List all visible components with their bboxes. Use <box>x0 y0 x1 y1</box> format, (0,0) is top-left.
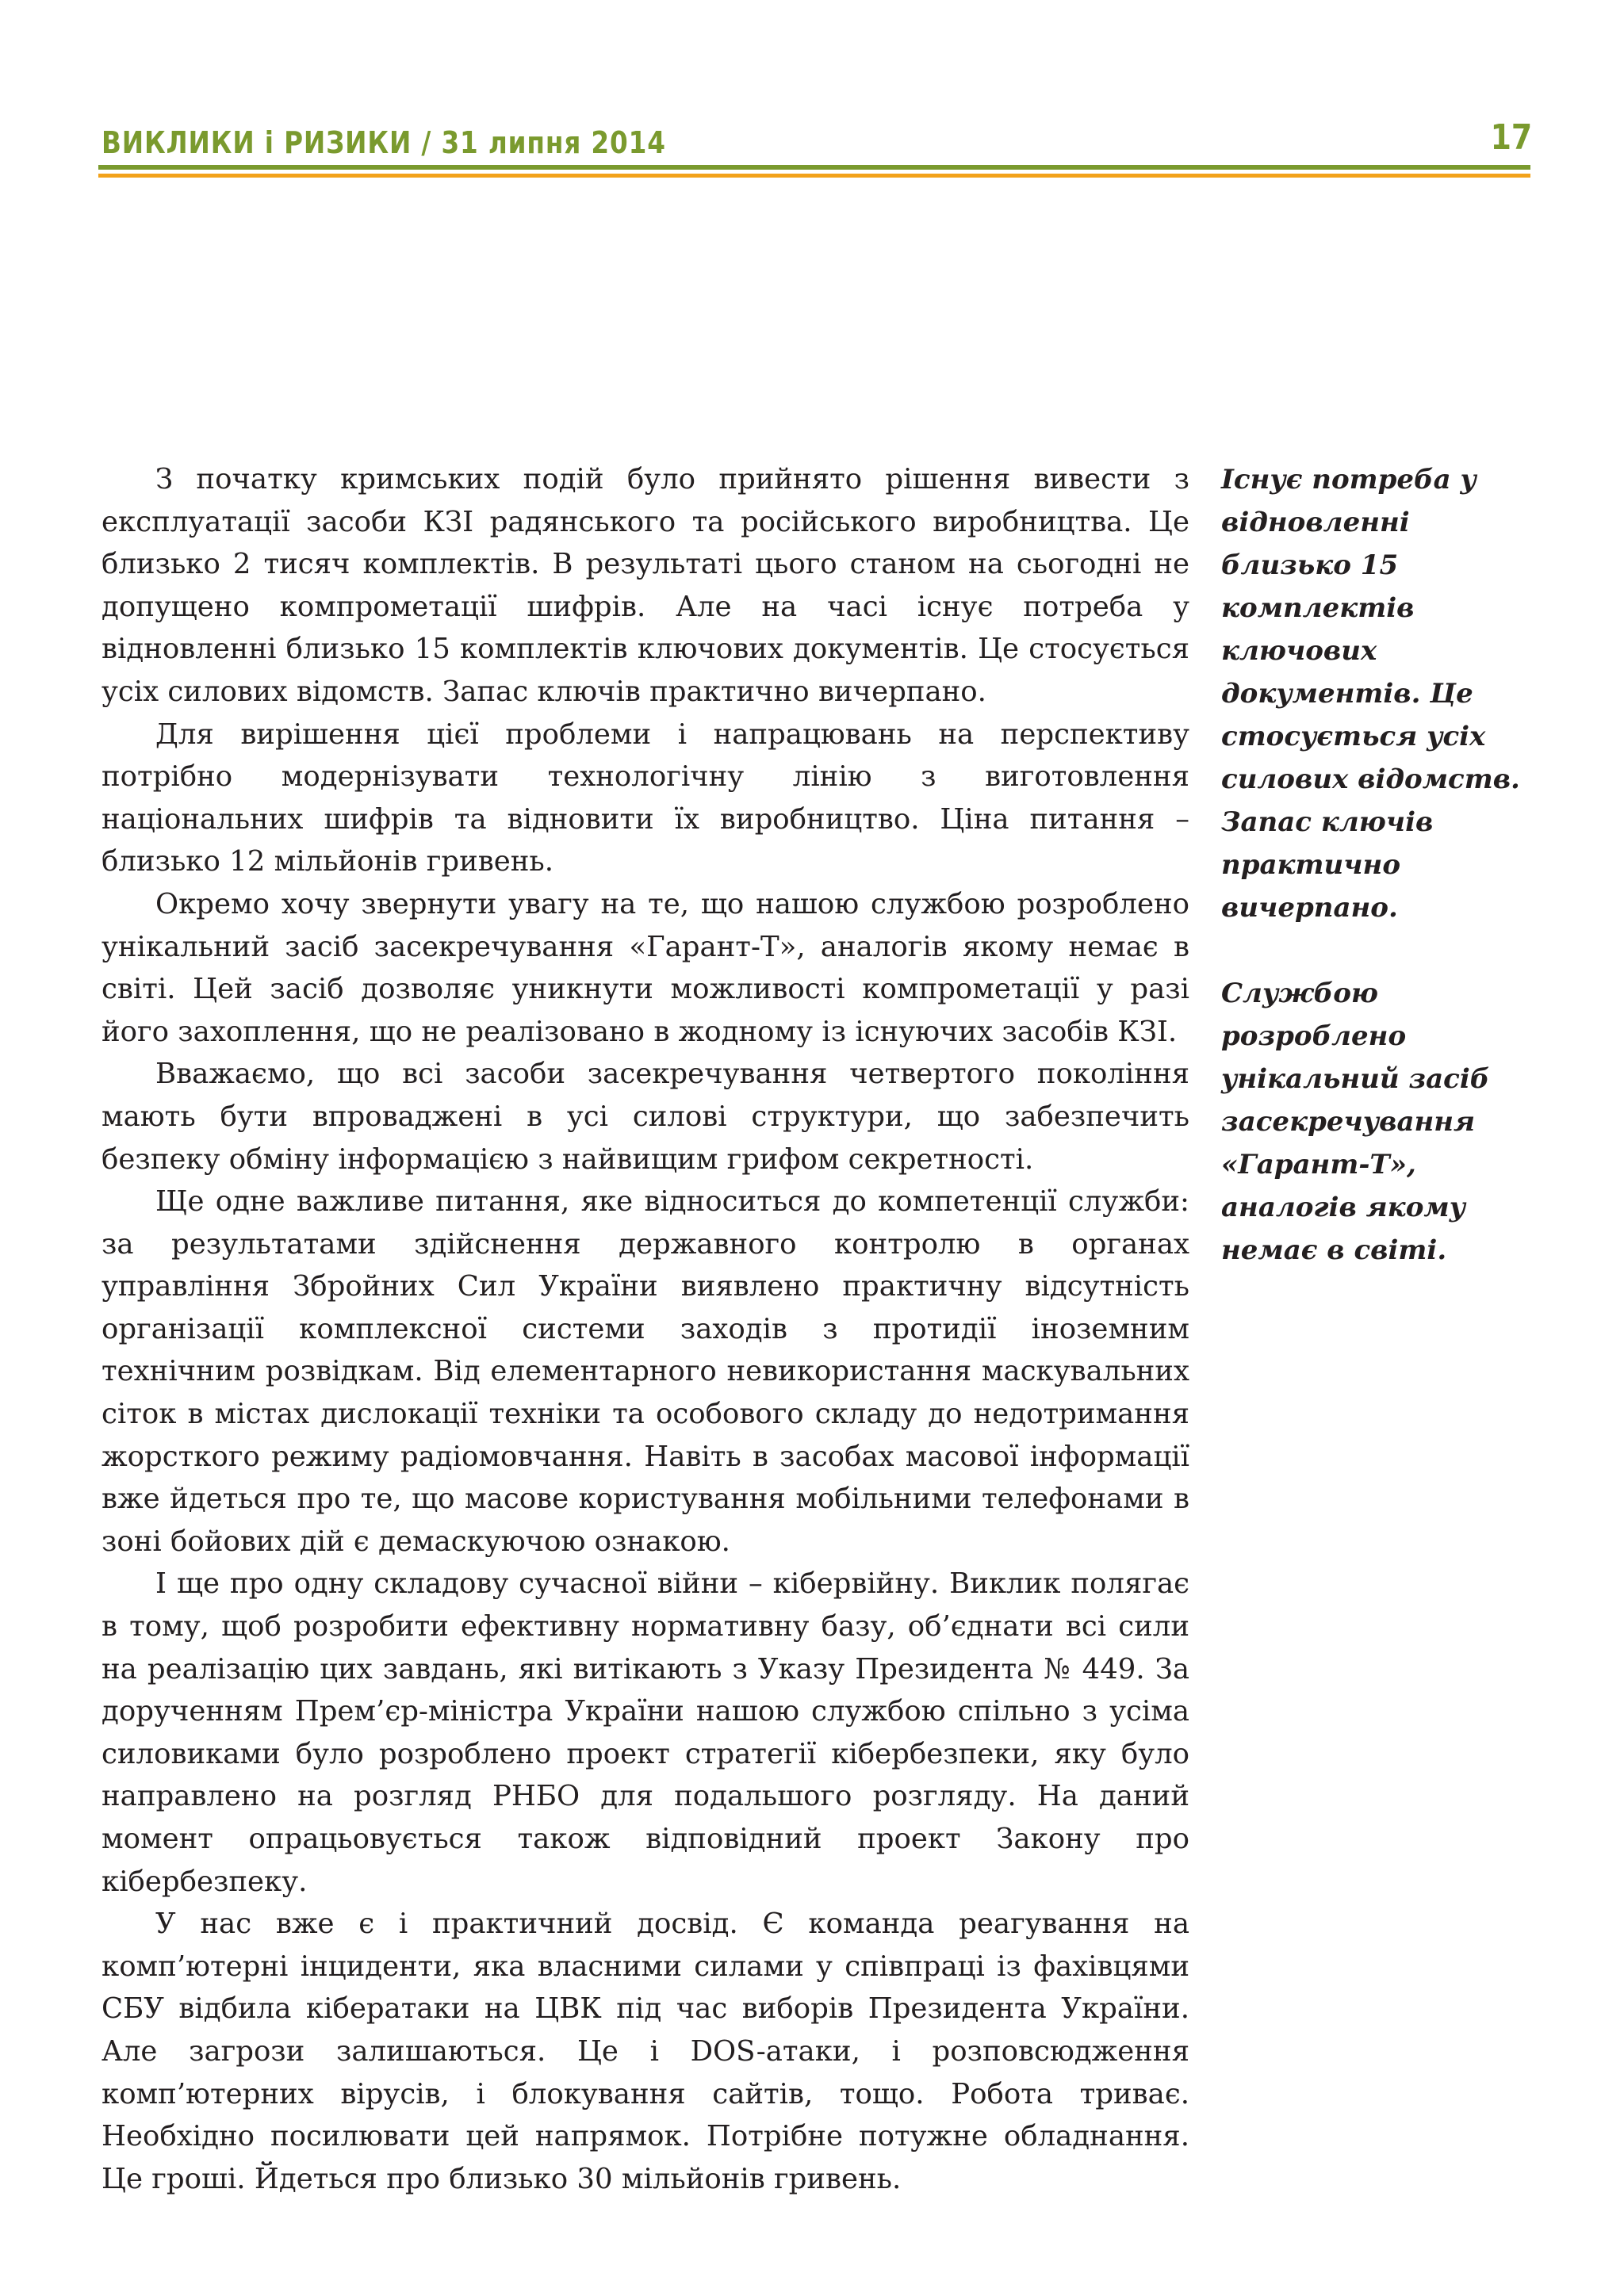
body-paragraph: Ще одне важливе питання, яке відноситься до компетенції служби: за результатами здійснення державного контролю в органах управління Збройних Сил України виявлено практичну відсутність організації комплексної системи заходів з протидії іноземним технічним розвідкам. Від елементарного невикористання маскувальних сіток в містах дислокації техніки та особового складу до недотримання жорсткого режиму радіомовчання. Навіть в засобах масової інформації вже йдеться про те, що масове користування мобільними телефонами в зоні бойових дій є демаскуючою ознакою. <box>102 1185 1189 1558</box>
body-paragraph: І ще про одну складову сучасної війни – кібервійну. Виклик полягає в тому, щоб розробити ефективну нормативну базу, об’єднати всі сили на реалізацію цих завдань, які витікають з Указу Президента № 449. За дорученням Прем’єр-міністра України нашою службою спільно з усіма силовиками було розроблено проект стратегії кібербезпеки, яку було направлено на розгляд РНБО для подальшого розгляду. На даний момент опрацьовується також відповідний проект Закону про кібербезпеку. <box>102 1567 1189 1898</box>
header-rule-green <box>98 165 1530 170</box>
body-paragraph: У нас вже є і практичний досвід. Є команда реагування на комп’ютерні інциденти, яка власними силами у співпраці із фахівцями СБУ відбила кібератаки на ЦВК під час виборів Президента України. Але загрози залишаються. Це і DOS-атаки, і розповсюдження комп’ютерних вірусів, і блокування сайтів, тощо. Робота триває. Необхідно посилювати цей напрямок. Потрібне потужне обладнання. Це гроші. Йдеться про близько 30 мільйонів гривень. <box>102 1908 1189 2195</box>
header-rule-orange <box>98 174 1530 178</box>
running-header-title: ВИКЛИКИ і РИЗИКИ / 31 липня 2014 <box>102 125 666 160</box>
body-paragraph: Для вирішення цієї проблеми і напрацювань на перспективу потрібно модернізувати технологічну лінію з виготовлення національних шифрів та відновити їх виробництво. Ціна питання – близько 12 мільйонів гривень. <box>102 718 1189 878</box>
body-paragraph: З початку кримських подій було прийнято рішення вивести з експлуатації засоби КЗІ радянського та російського виробництва. Це близько 2 тисяч комплектів. В результаті цього станом на сьогодні не допущено компрометації шифрів. Але на часі існує потреба у відновленні близько 15 комплектів ключових документів. Це стосується усіх силових відомств. Запас ключів практично вичерпано. <box>102 463 1189 708</box>
body-paragraph: Вважаємо, що всі засоби засекречування четвертого покоління мають бути впроваджені в усі силові структури, що забезпечить безпеку обміну інформацією з найвищим грифом секретності. <box>102 1058 1189 1176</box>
pull-quote-sidebar <box>1221 458 1534 1272</box>
article-body <box>102 458 1189 2200</box>
page-number: 17 <box>1490 117 1532 158</box>
page-header <box>102 117 1532 165</box>
body-paragraph: Окремо хочу звернути увагу на те, що нашою службою розроблено унікальний засіб засекречування «Гарант-Т», аналогів якому немає в світі. Цей засіб дозволяє уникнути можливості компрометації у разі його захоплення, що не реалізовано в жодному із існуючих засобів КЗІ. <box>102 887 1189 1048</box>
pull-quote: Службою розроблено унікальний засіб засекречування «Гарант-Т», аналогів якому немає в світі. <box>1221 978 1490 1266</box>
pull-quote: Існує потреба у відновленні близько 15 комплектів ключових документів. Це стосується усіх силових відомств. Запас ключів практично вичерпано. <box>1221 464 1520 924</box>
